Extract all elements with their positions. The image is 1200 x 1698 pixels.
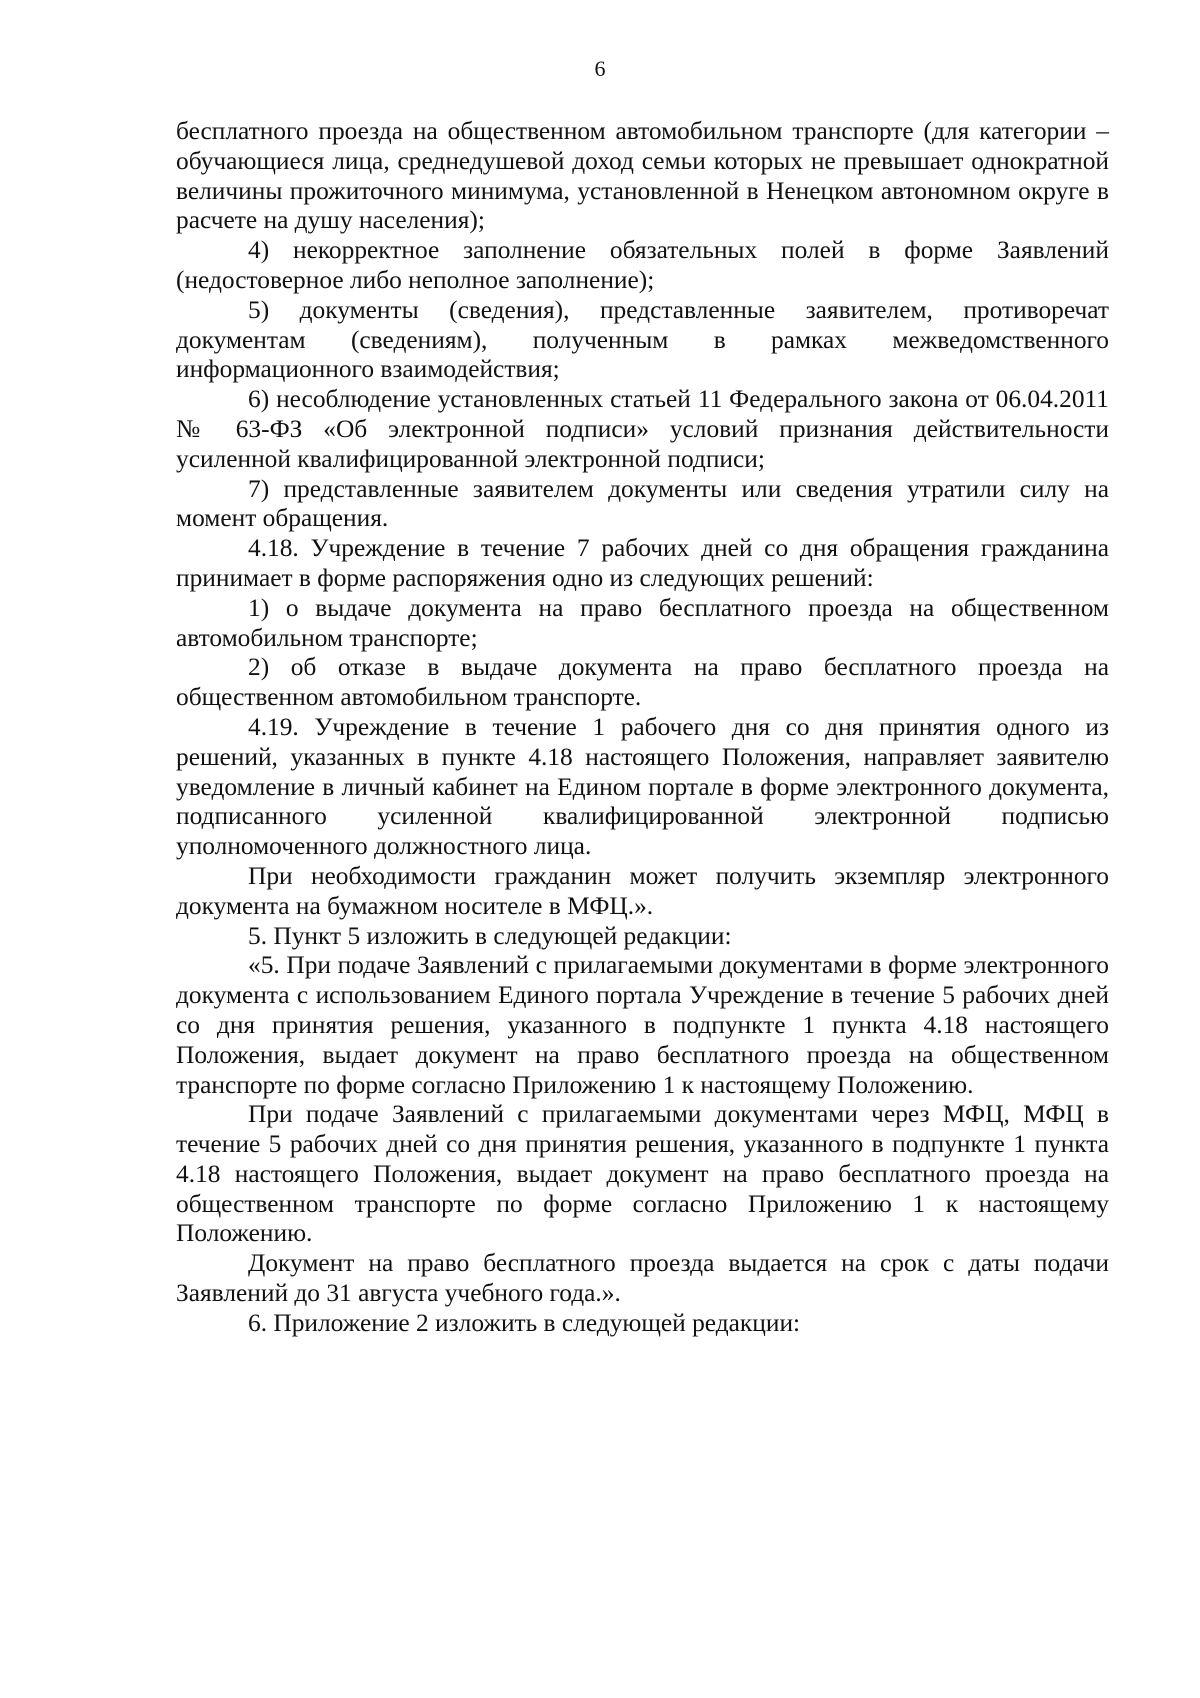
- paragraph-decision-1: 1) о выдаче документа на право бесплатного проезда на общественном автомобильном транспорте;: [176, 593, 1109, 652]
- paragraph-decision-2: 2) об отказе в выдаче документа на право бесплатного проезда на общественном автомобильном транспорте.: [176, 653, 1109, 712]
- paragraph-item-7: 7) представленные заявителем документы или сведения утратили силу на момент обращения.: [176, 474, 1109, 533]
- paragraph-4-19: 4.19. Учреждение в течение 1 рабочего дня со дня принятия одного из решений, указанных в пункте 4.18 настоящего Положения, направляет заявителю уведомление в личный кабинет на Едином портале в форме электронного документа, подписанного усиленной квалифицированной электронной подписью уполномоченного должностного лица.: [176, 712, 1109, 861]
- paragraph-amend-6: 6. Приложение 2 изложить в следующей редакции:: [248, 1308, 801, 1337]
- document-body: [176, 117, 1109, 1339]
- paragraph-item-6: 6) несоблюдение установленных статьей 11 Федерального закона от 06.04.2011 № 63-ФЗ «Об электронной подписи» условий признания действительности усиленной квалифицированной электронной подписи;: [176, 385, 1109, 473]
- page-number: 6: [594, 56, 606, 81]
- paragraph-4-18: 4.18. Учреждение в течение 7 рабочих дней со дня обращения гражданина принимает в форме распоряжения одно из следующих решений:: [176, 534, 1109, 592]
- paragraph-item-5: 5) документы (сведения), представленные заявителем, противоречат документам (сведениям), полученным в рамках межведомственного информационного взаимодействия;: [176, 295, 1109, 384]
- paragraph-mfc-copy: При необходимости гражданин может получить экземпляр электронного документа на бумажном носителе в МФЦ.».: [176, 861, 1109, 920]
- paragraph-continuation: бесплатного проезда на общественном автомобильном транспорте (для категории – обучающиеся лица, среднедушевой доход семьи которых не превышает однократной величины прожиточного минимума, установленной в Ненецком автономном округе в расчете на душу населения);: [176, 117, 1109, 235]
- paragraph-5-mfc: При подаче Заявлений с прилагаемыми документами через МФЦ, МФЦ в течение 5 рабочих дней со дня принятия решения, указанного в подпункте 1 пункта 4.18 настоящего Положения, выдает документ на право бесплатного проезда на общественном транспорте по форме согласно Приложению 1 к настоящему Положению.: [176, 1100, 1109, 1248]
- paragraph-amend-5: 5. Пункт 5 изложить в следующей редакции:: [248, 921, 732, 950]
- paragraph-item-4: 4) некорректное заполнение обязательных полей в форме Заявлений (недостоверное либо неполное заполнение);: [176, 236, 1109, 294]
- paragraph-5-portal: «5. При подаче Заявлений с прилагаемыми документами в форме электронного документа с использованием Единого портала Учреждение в течение 5 рабочих дней со дня принятия решения, указанного в подпункте 1 пункта 4.18 настоящего Положения, выдает документ на право бесплатного проезда на общественном транспорте по форме согласно Приложению 1 к настоящему Положению.: [176, 951, 1109, 1099]
- paragraph-term: Документ на право бесплатного проезда выдается на срок с даты подачи Заявлений до 31 августа учебного года.».: [176, 1249, 1109, 1308]
